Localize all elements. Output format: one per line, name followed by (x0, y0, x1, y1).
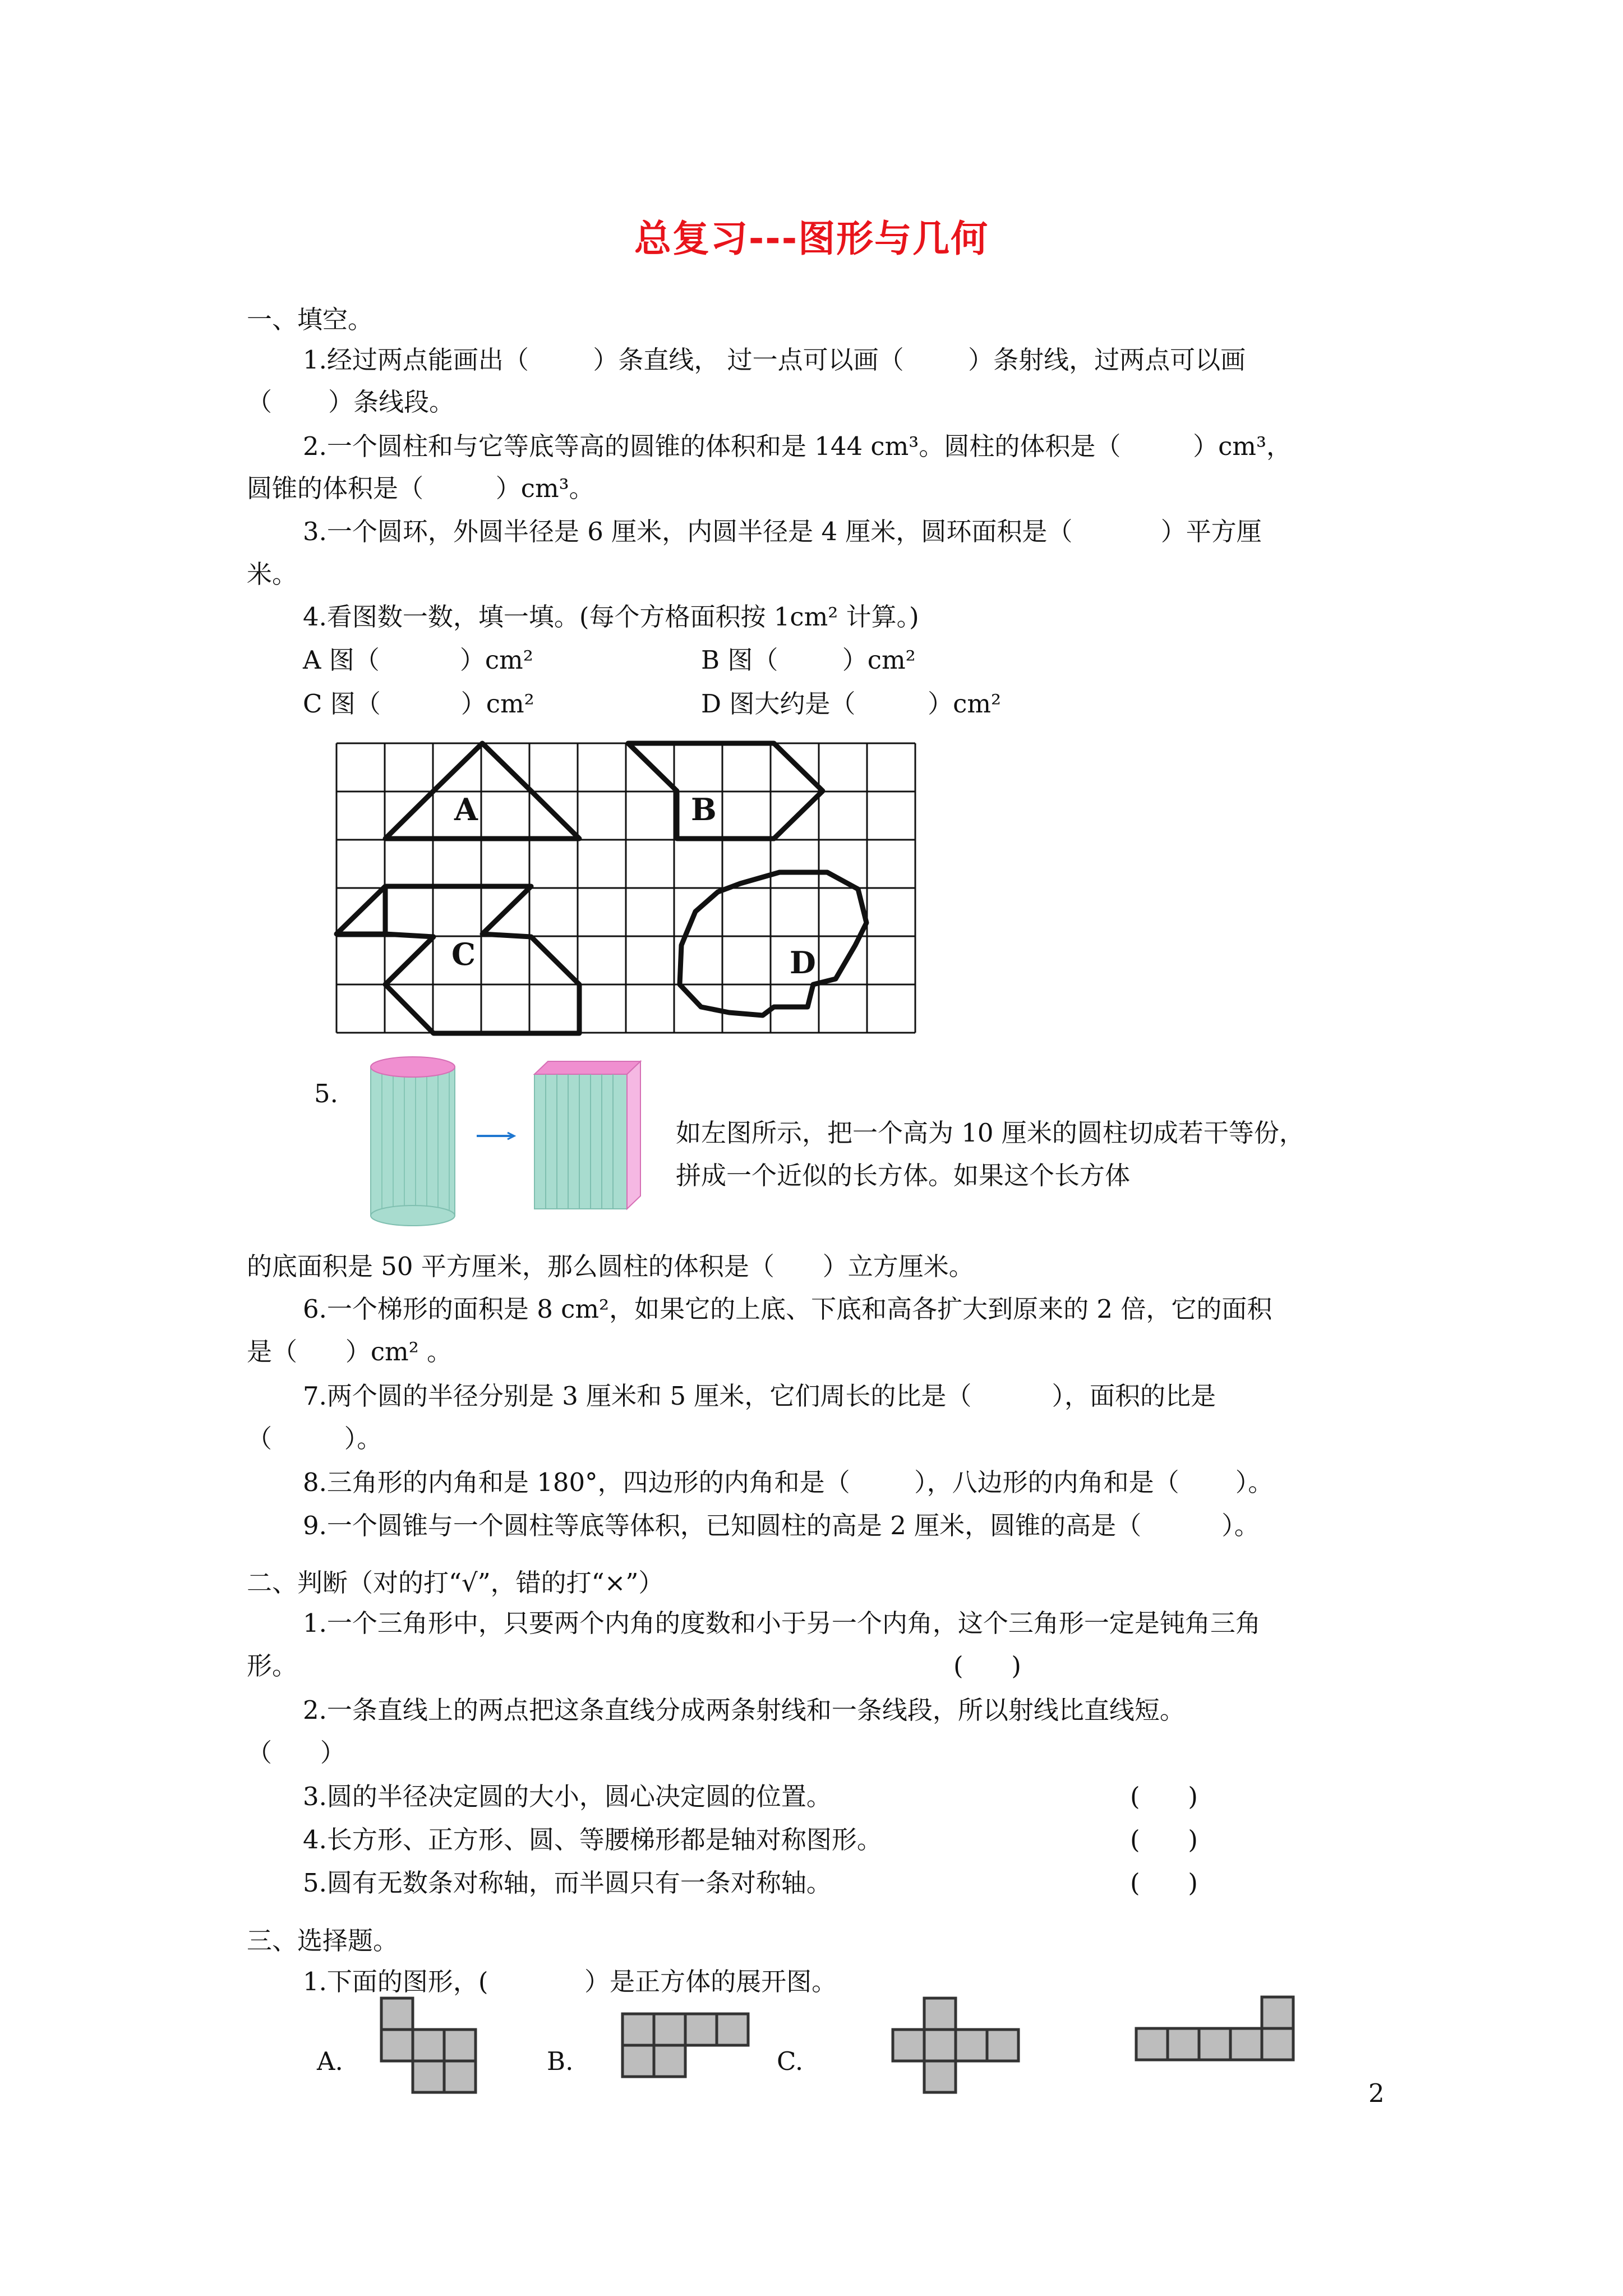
page-number: 2 (1368, 2078, 1385, 2108)
judgement-4: 4.长方形、正方形、圆、等腰梯形都是轴对称图形。 (303, 1825, 882, 1855)
question-5-number: 5. (314, 1079, 338, 1108)
judgement-3-answer: ( ) (1130, 1782, 1198, 1811)
question-8: 8.三角形的内角和是 180°，四边形的内角和是（ ），八边形的内角和是（ ）。 (303, 1467, 1274, 1497)
net-option-c-square (987, 2030, 1018, 2061)
net-option-a-square (444, 2061, 476, 2092)
net-option-d-square (1199, 2028, 1230, 2060)
net-option-d-square (1168, 2028, 1199, 2060)
net-option-d-square (1262, 2028, 1293, 2060)
judgement-5: 5.圆有无数条对称轴，而半圆只有一条对称轴。 (303, 1868, 832, 1898)
question-3-line-2: 米。 (247, 559, 298, 589)
net-option-d-square (1262, 1997, 1293, 2028)
question-7-line-2: （ ）。 (247, 1424, 382, 1453)
question-5-line-1: 如左图所示，把一个高为 10 厘米的圆柱切成若干等份， (676, 1118, 1304, 1148)
question-6-line-1: 6.一个梯形的面积是 8 cm²，如果它的上底、下底和高各扩大到原来的 2 倍，它的面积 (303, 1294, 1272, 1324)
net-option-b-square (685, 2014, 717, 2045)
page-title: 总复习---图形与几何 (634, 217, 989, 260)
option-a-label: A. (317, 2046, 343, 2076)
net-option-a-square (381, 1998, 413, 2030)
net-option-d-square (1230, 2028, 1262, 2060)
question-5-line-2: 拼成一个近似的长方体。如果这个长方体 (676, 1161, 1131, 1190)
question-9: 9.一个圆锥与一个圆柱等底等体积，已知圆柱的高是 2 厘米，圆锥的高是（ ）。 (303, 1511, 1260, 1540)
grid-label-c: C (451, 936, 476, 972)
option-b-label: B. (547, 2046, 574, 2076)
net-option-b-square (654, 2014, 685, 2045)
question-1-line-2: （ ）条线段。 (247, 387, 455, 417)
question-6-line-2: 是（ ）cm² 。 (247, 1337, 453, 1366)
judgement-2-answer: （ ） (247, 1738, 345, 1768)
net-option-b-square (623, 2014, 654, 2045)
judgement-1-line-2: 形。 (247, 1651, 298, 1681)
net-option-b-square (654, 2045, 685, 2077)
question-4: 4.看图数一数，填一填。(每个方格面积按 1cm² 计算。) (303, 602, 919, 632)
judgement-5-answer: ( ) (1130, 1868, 1198, 1898)
net-option-a-square (413, 2061, 444, 2092)
question-2-line-1: 2.一个圆柱和与它等底等高的圆锥的体积和是 144 cm³。圆柱的体积是（ ）cm³， (303, 431, 1292, 461)
grid-label-b: B (691, 792, 717, 827)
option-c-label: C. (777, 2046, 804, 2076)
section-heading-fill-blank: 一、填空。 (247, 305, 374, 334)
net-option-d-square (1136, 2028, 1168, 2060)
net-option-c-square (924, 2030, 956, 2061)
net-option-c-square (924, 2061, 956, 2092)
net-option-c-square (924, 1998, 956, 2030)
judgement-3: 3.圆的半径决定圆的大小，圆心决定圆的位置。 (303, 1782, 832, 1811)
net-option-b-square (623, 2045, 654, 2077)
question-7-line-1: 7.两个圆的半径分别是 3 厘米和 5 厘米，它们周长的比是（ ），面积的比是 (303, 1381, 1216, 1411)
net-option-a-square (444, 2030, 476, 2061)
net-option-b-square (717, 2014, 748, 2045)
section-heading-choice: 三、选择题。 (247, 1926, 399, 1955)
question-2-line-2: 圆锥的体积是（ ）cm³。 (247, 473, 594, 503)
judgement-1-answer: ( ) (953, 1651, 1021, 1681)
question-4-answer-d: D 图大约是（ ）cm² (701, 689, 1002, 719)
grid-label-a: A (454, 792, 478, 827)
judgement-2-line-1: 2.一条直线上的两点把这条直线分成两条射线和一条线段，所以射线比直线短。 (303, 1695, 1185, 1725)
question-3-line-1: 3.一个圆环，外圆半径是 6 厘米，内圆半径是 4 厘米，圆环面积是（ ）平方厘 (303, 517, 1262, 546)
judgement-4-answer: ( ) (1130, 1825, 1198, 1855)
question-5-line-3: 的底面积是 50 平方厘米，那么圆柱的体积是（ ）立方厘米。 (247, 1251, 974, 1281)
judgement-1-line-1: 1.一个三角形中，只要两个内角的度数和小于另一个内角，这个三角形一定是钝角三角 (303, 1608, 1261, 1638)
net-option-c-square (956, 2030, 987, 2061)
net-option-c-square (893, 2030, 924, 2061)
grid-label-d: D (790, 945, 816, 981)
question-4-answer-b: B 图（ ）cm² (701, 645, 916, 675)
question-4-answer-a: A 图（ ）cm² (303, 645, 533, 675)
choice-1: 1.下面的图形，( ）是正方体的展开图。 (303, 1967, 837, 1996)
question-4-answer-c: C 图（ ）cm² (303, 689, 534, 719)
net-option-a-square (413, 2030, 444, 2061)
section-heading-judgement: 二、判断（对的打“√”，错的打“×”） (247, 1568, 664, 1598)
question-1-line-1: 1.经过两点能画出（ ）条直线， 过一点可以画（ ）条射线，过两点可以画 (303, 345, 1246, 375)
net-option-a-square (381, 2030, 413, 2061)
